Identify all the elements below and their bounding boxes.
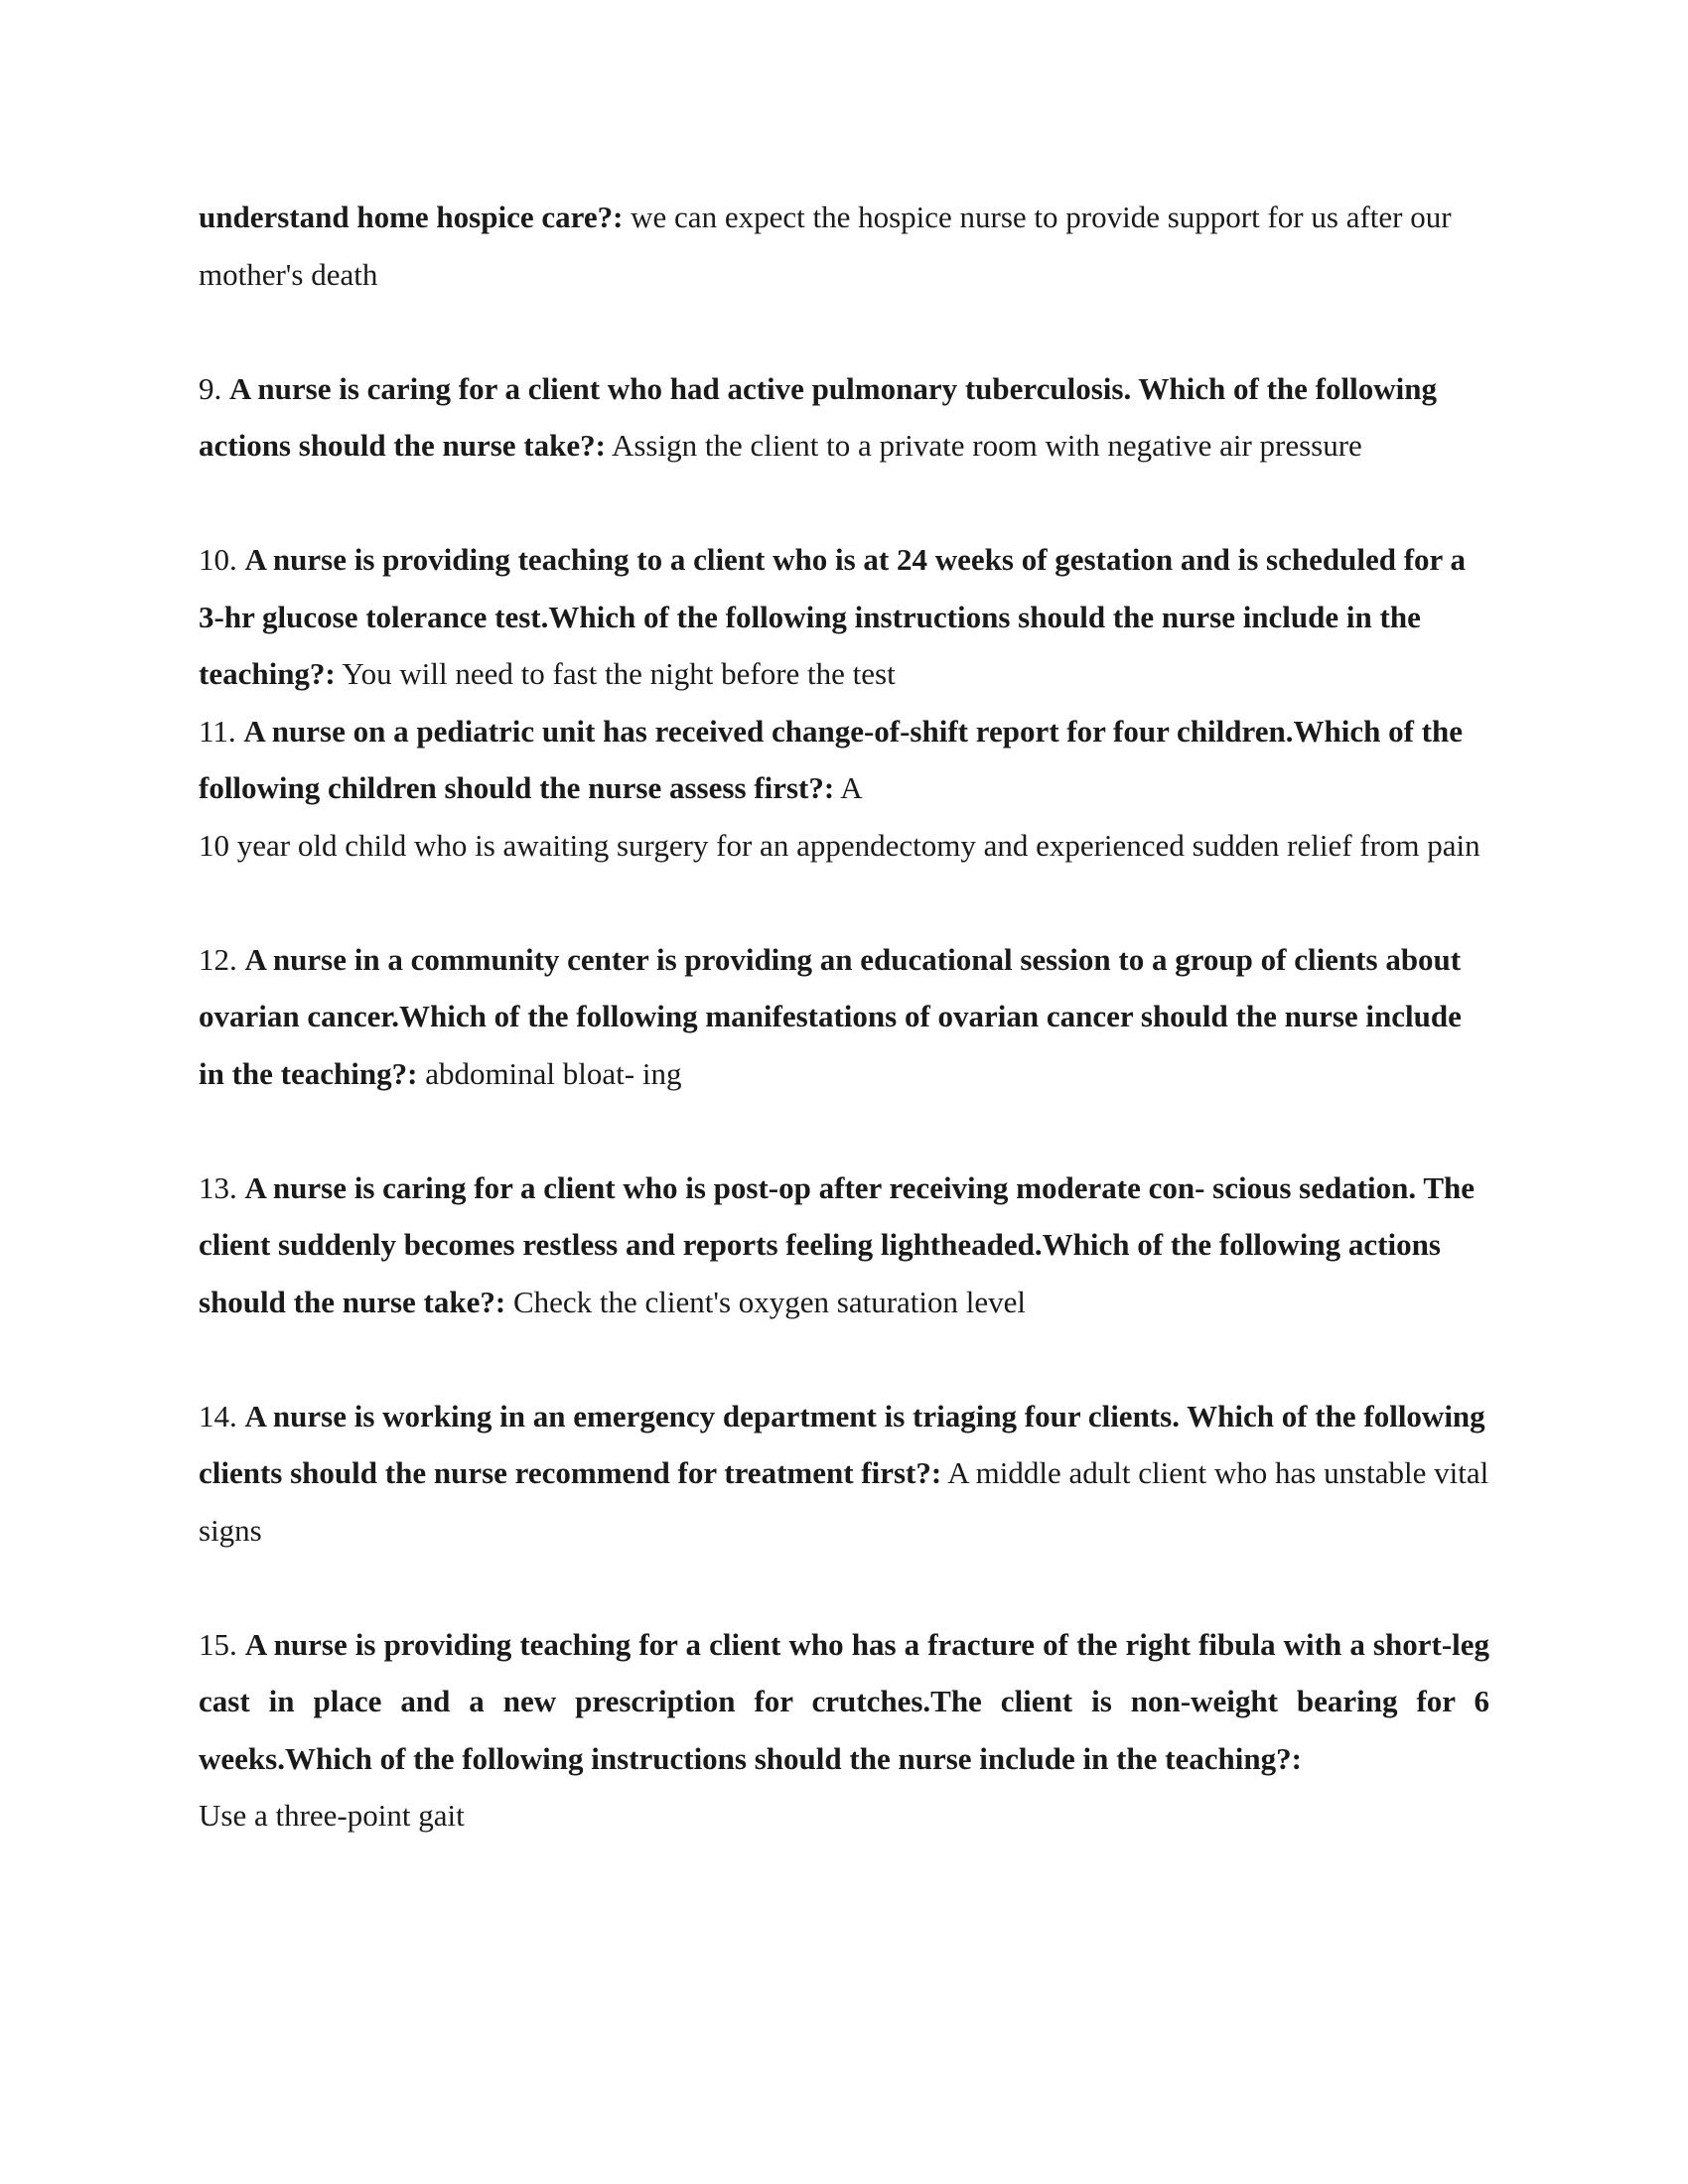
qa-item-12 [199, 931, 1489, 1103]
answer-text: we can expect the hospice nurse to provide support for us after our mother's death [199, 200, 1452, 292]
question-text: A nurse is providing teaching for a client who has a fracture of the right fibula with a short-leg cast in place and a new prescription for crutches.The client is non-weight bearing for 6 weeks.Which of the following instructions should the nurse include in the teaching?: [199, 1626, 1490, 1776]
item-number: 13. [199, 1169, 245, 1205]
answer-text: You will need to fast the night before the test [335, 656, 896, 691]
qa-item-15 [199, 1616, 1489, 1844]
answer-text-continued: 10 year old child who is awaiting surgery for an appendectomy and experienced sudden relief from pain [199, 827, 1480, 863]
question-text: A nurse on a pediatric unit has received change-of-shift report for four children.Which of the following children should the nurse assess first?: [199, 713, 1463, 805]
item-number: 12. [199, 941, 245, 977]
question-text: A nurse in a community center is providing an educational session to a group of clients about ovarian cancer.Which of the following manifestations of ovarian cancer should the nurse include in the teaching?: [199, 941, 1462, 1091]
item-number: 9. [199, 370, 229, 406]
question-text: A nurse is working in an emergency department is triaging four clients. Which of the following clients should the nurse recommend for treatment first?: [199, 1398, 1485, 1490]
question-text: A nurse is caring for a client who had active pulmonary tuberculosis. Which of the following actions should the nurse take?: [199, 370, 1437, 463]
qa-item-9 [199, 360, 1489, 475]
item-number: 10. [199, 542, 245, 577]
document-page [199, 189, 1489, 1844]
question-text: understand home hospice care?: [199, 200, 624, 234]
item-number: 14. [199, 1398, 245, 1433]
qa-item-8-continued [199, 189, 1489, 303]
answer-text: Check the client's oxygen saturation level [505, 1284, 1027, 1319]
qa-item-10 [199, 531, 1489, 703]
item-number: 15. [199, 1626, 245, 1662]
answer-text: abdominal bloat- ing [417, 1055, 682, 1091]
question-text: A nurse is providing teaching to a client who is at 24 weeks of gestation and is scheduled for a 3-hr glucose tolerance test.Which of the following instructions should the nurse include in the teaching?: [199, 542, 1466, 691]
answer-text: A middle adult client who has unstable vital signs [199, 1455, 1489, 1548]
answer-text: Assign the client to a private room with negative air pressure [605, 428, 1362, 463]
answer-text: Use a three-point gait [199, 1798, 465, 1833]
qa-item-11 [199, 703, 1489, 875]
answer-text: A [834, 770, 863, 805]
qa-item-14 [199, 1388, 1489, 1560]
qa-item-13 [199, 1160, 1489, 1331]
question-text: A nurse is caring for a client who is post-op after receiving moderate con- scious sedation. The client suddenly becomes restless and reports feeling lightheaded.Which of the following actions should the nurse take?: [199, 1169, 1476, 1319]
item-number: 11. [199, 713, 244, 749]
